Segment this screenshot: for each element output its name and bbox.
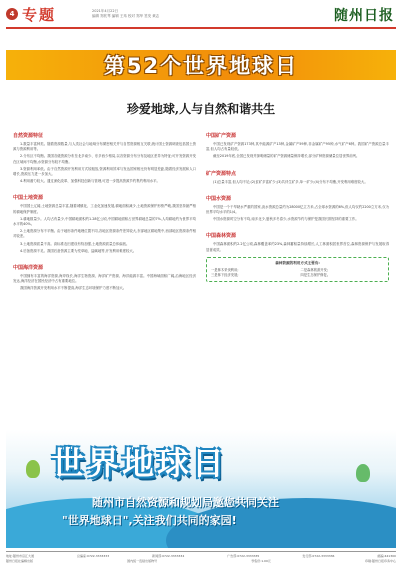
earth-day-banner: [6, 50, 396, 80]
paragraph: (1)总量丰富,但人均不足;(2)贫矿多富矿少;(3)共伴生矿多,单一矿少;(4)分布不均衡,开发利用难度较大。: [213, 179, 368, 184]
paragraph: 2.分布区不均衡。我国各级资源分布呈北多南少、东多西少格局,以各资源分布分布及地区差异为特征;可开发资源开发在区域间不均衡,水资源分布较不均衡。: [13, 154, 196, 164]
section-ocean-resources: [13, 264, 196, 292]
callout-item: 一是林木采伐利用;: [211, 267, 239, 272]
article-headline: 珍爱地球,人与自然和谐共生: [126, 102, 276, 116]
section-forest-resources: [206, 232, 389, 282]
section-heading: 矿产资源特点: [206, 170, 237, 177]
footer-row: [6, 559, 396, 564]
right-column: [206, 132, 389, 292]
paragraph: 我国海洋资源开发利用水平不断提高,海洋生态环境保护力度不断加大。: [20, 286, 127, 291]
left-column: [13, 132, 196, 302]
footer-item: 新闻部:0722-3333334: [152, 554, 185, 558]
page-footer: [6, 551, 396, 567]
tree-icon: [356, 464, 370, 482]
footer-item: 地址:随州市沿江大道: [6, 554, 35, 558]
callout-item: 四是生态保护修复。: [300, 273, 331, 278]
editor-credits: 编辑 郑钦琴 编辑 王玮 校对 郑华 签发 黄志: [92, 14, 160, 18]
paragraph: 中国是一个干旱缺水严重的国家,淡水资源总量约为28000亿立方米,占全球水资源的6%,但人均仅约2200立方米,仅为世界平均水平的1/4。: [206, 204, 389, 215]
paragraph: 4.后备资源不足。我国后备资源主要为荒草地、盐碱地等,开发利用难度较大。: [20, 248, 137, 253]
earth-day-graphic: [6, 430, 396, 548]
slogan-line-2: "世界地球日",关注我们共同的家园!: [62, 514, 237, 527]
section-heading: 中国森林资源: [206, 233, 237, 240]
issue-date: 2021年4月22日: [92, 9, 119, 13]
footer-item: 总编室:0722-3333333: [77, 554, 110, 558]
paragraph: 中国已发现矿产资源173种,其中能源矿产13种,金属矿产59种,非金属矿产95种,水气矿产6种。我国矿产资源总量丰富,但人均占有量较低。: [206, 142, 389, 152]
paragraph: 2.土地资源分布不平衡。由于地形条件地理位置不同,各地区资源条件差异较大,东部地区耕地集中,西部地区资源条件相对较差。: [13, 229, 196, 239]
footer-item: 随州日报社编辑出版: [6, 558, 34, 563]
paragraph: 中国水资源时空分布不均,南多北少,夏秋多冬春少,水资源节约与保护是我国长期坚持的重要工作。: [213, 217, 359, 222]
footer-item: 发行部:0722-3333336: [302, 554, 335, 558]
footer-item: 邮编:441300: [377, 554, 396, 558]
page-number: 4: [6, 8, 18, 20]
callout-item: 三是林下经济发展;: [211, 273, 239, 278]
paragraph: 4.利用潜力较大。通过深化改革、加强科技创新与管理,可进一步提高资源节约集约利用水平。: [20, 179, 160, 184]
section-heading: 中国海洋资源: [13, 265, 44, 272]
banner-title: 第52个世界地球日: [103, 54, 299, 78]
paragraph: 1.耕地数量少。人均占有量少,中国耕地面积约1.28亿公顷,中国耕地面积占世界耕地总量的7%,人均耕地约为世界平均水平的40%。: [13, 216, 196, 227]
section-title: 专题: [22, 6, 57, 24]
section-heading: 中国矿产资源: [206, 133, 237, 139]
newspaper-masthead: 随州日报: [334, 8, 394, 24]
tree-icon: [26, 460, 40, 478]
section-mineral-features: [206, 170, 389, 185]
page-header: [0, 0, 402, 38]
callout-list: [211, 268, 384, 278]
header-divider: [6, 27, 396, 29]
section-heading: 中国水资源: [206, 195, 232, 202]
forest-usage-callout: [206, 257, 389, 282]
callout-item: 二是森林旅游开发;: [300, 267, 328, 272]
paragraph: 1.数量丰富种类。随着资源数量,与人类社会与地域分布紧密相关并与自然资源相互关联,统计国土资源调查包括国土资源与资源利用等。: [13, 142, 196, 152]
callout-title: 森林资源的利用方式主要有:: [275, 260, 320, 265]
section-natural-resources: [13, 132, 196, 184]
graphic-title: 世界地球日: [52, 444, 228, 482]
slogan-line-1: 随州市自然资源和规划局邀您共同关注: [92, 496, 279, 509]
footer-item: 印刷:随州日报印务中心: [364, 558, 396, 563]
paragraph: 3.资源利用率低。由于自然资源开发利用方式较粗放,资源利用效率与发达国家相比仍有明显差距,随着经济发展和人口增长,资源压力进一步加大。: [13, 166, 196, 177]
paragraph: 中国森林面积约2.2亿公顷,森林覆盖率约23%,森林蓄积量持续增长,人工林面积居世界首位,森林资源保护与发展取得显著成效。: [206, 242, 389, 252]
section-heading: 中国土地资源: [13, 195, 44, 202]
paragraph: 中国拥有丰富的海洋资源,海岸线长,海洋生物资源、海洋矿产资源、海洋能源丰富。中国海域面积广阔,沿海地区经济发达,海洋经济在国民经济中占有重要地位。: [13, 274, 196, 284]
section-land-resources: [13, 194, 196, 254]
section-heading: 自然资源特征: [13, 133, 44, 139]
section-mineral-resources: [206, 132, 389, 160]
section-water-resources: [206, 195, 389, 223]
paragraph: 3.土地资源质量不高。高标准农田建设有待加强,土地资源质量总体偏低。: [20, 241, 130, 246]
footer-item: 国内统一连续出版物号: [127, 558, 158, 563]
footer-item: 广告部:0722-3333335: [227, 554, 260, 558]
paragraph: 中国国土辽阔,土地资源总量丰富,随着城镇化、工业化加速发展,耕地面积减少,土地资源保护形势严峻,我国坚持最严格的耕地保护制度。: [13, 204, 196, 214]
footer-item: 零售价:1.00元: [251, 558, 271, 563]
paragraph: 截至2019年底,全国已发现并探明储量的矿产资源储量保持增长,部分矿种资源储量位居世界前列。: [213, 154, 360, 159]
